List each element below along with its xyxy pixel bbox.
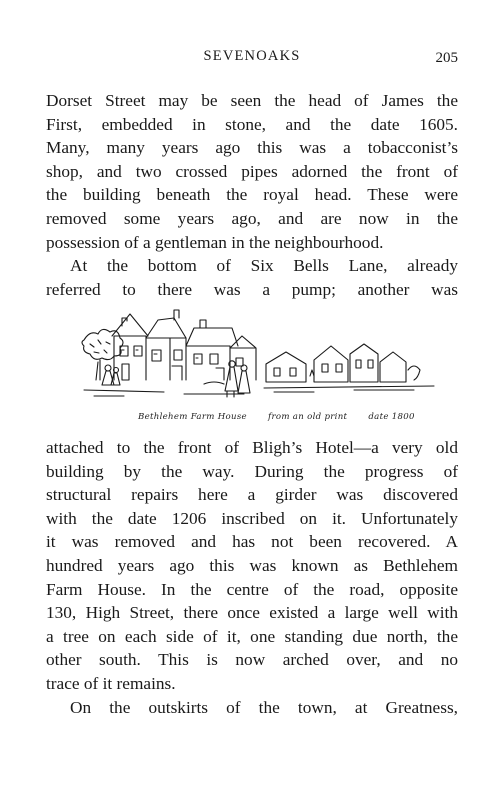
- text-line: Many, many years ago this was a tobacconist’s: [46, 138, 458, 158]
- caption-title: Bethlehem Farm House: [138, 412, 247, 422]
- text-line: trace of it remains.: [46, 673, 176, 693]
- text-line: At the bottom of Six Bells Lane, already: [70, 256, 458, 276]
- text-line: First, embedded in stone, and the date 1605.: [46, 114, 458, 134]
- text-line: with the date 1206 inscribed on it. Unfortunately: [46, 508, 458, 528]
- paragraph-block-bottom: [46, 436, 458, 719]
- text-line: Farm House. In the centre of the road, opposite: [46, 579, 458, 599]
- text-line: building by the way. During the progress of: [46, 461, 458, 481]
- text-line: shop, and two crossed pipes adorned the front of: [46, 161, 458, 181]
- text-line: 130, High Street, there once existed a large well with: [46, 603, 458, 623]
- text-line: the building beneath the royal head. These were: [46, 185, 458, 205]
- text-line: possession of a gentleman in the neighbourhood.: [46, 232, 384, 252]
- illustration-bethlehem-farm-house: [74, 306, 458, 430]
- text-line: structural repairs here a girder was discovered: [46, 485, 458, 505]
- text-line: other south. This is now arched over, and no: [46, 650, 458, 670]
- text-line: On the outskirts of the town, at Greatness,: [70, 697, 458, 717]
- text-line: Dorset Street may be seen the head of James the: [46, 91, 458, 110]
- paragraph-block-top: [46, 89, 458, 301]
- page-number: 205: [435, 50, 458, 66]
- caption-source: from an old print: [267, 412, 348, 422]
- caption-date: date 1800: [368, 412, 415, 422]
- text-line: hundred years ago this was known as Bethlehem: [46, 555, 458, 575]
- road-sketch: [84, 382, 434, 396]
- sketch-drawing: [74, 306, 458, 410]
- text-line: removed some years ago, and are now in the: [46, 208, 458, 228]
- text-line: a tree on each side of it, one standing due north, the: [46, 626, 458, 646]
- text-line: referred to there was a pump; another was: [46, 279, 458, 299]
- running-head: [46, 48, 458, 68]
- cottages-sketch: [266, 344, 420, 382]
- text-line: it was removed and has not been recovered. A: [46, 532, 458, 552]
- text-line: attached to the front of Bligh’s Hotel—a very old: [46, 438, 458, 457]
- running-title: SEVENOAKS: [203, 48, 301, 64]
- figure-caption: [138, 412, 458, 422]
